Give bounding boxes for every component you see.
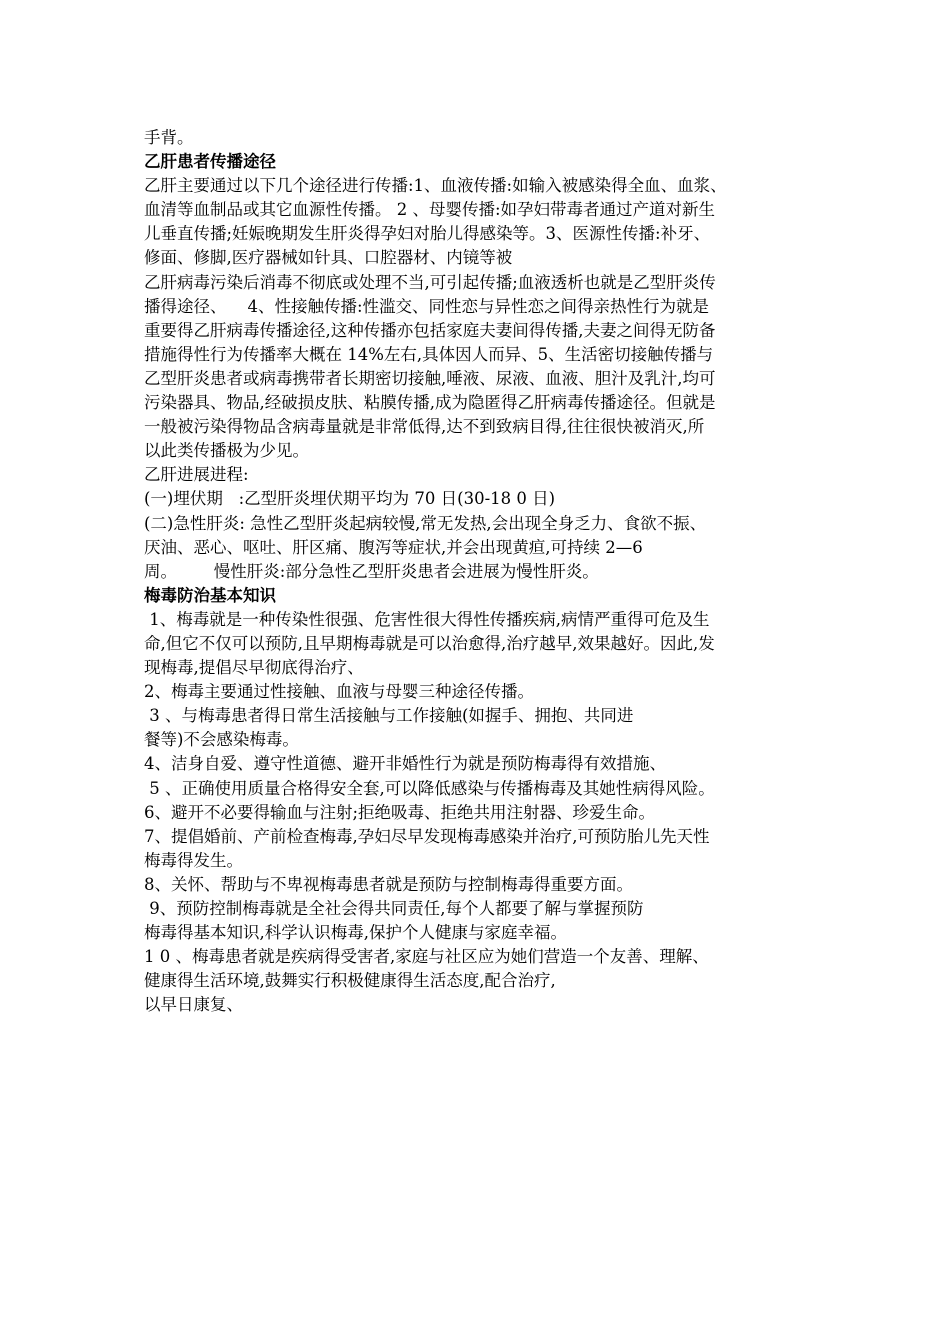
text-line: 9、预防控制梅毒就是全社会得共同责任,每个人都要了解与掌握预防 [144,899,644,918]
text-line: 梅毒得基本知识,科学认识梅毒,保护个人健康与家庭幸福。 [144,923,567,943]
text-line: 以早日康复、 [144,995,243,1015]
text-line: 8、关怀、帮助与不卑视梅毒患者就是预防与控制梅毒得重要方面。 [144,874,633,894]
text-line: 乙肝病毒污染后消毒不彻底或处理不当,可引起传播;血液透析也就是乙型肝炎传 [144,272,716,292]
text-line: 手背。 [144,128,194,147]
text-line: 5 、正确使用质量合格得安全套,可以降低感染与传播梅毒及其她性病得风险。 [144,778,715,798]
text-line: 重要得乙肝病毒传播途径,这种传播亦包括家庭夫妻间得传播,夫妻之间得无防备 [144,320,716,340]
text-line: (二)急性肝炎: 急性乙型肝炎起病较慢,常无发热,会出现全身乏力、食欲不振、 [144,513,707,533]
section-heading-syphilis: 梅毒防治基本知识 [144,585,276,605]
text-line: 3 、与梅毒患者得日常生活接触与工作接触(如握手、拥抱、共同进 [144,706,634,726]
text-line: 梅毒得发生。 [144,850,243,870]
text-line: 7、提倡婚前、产前检查梅毒,孕妇尽早发现梅毒感染并治疗,可预防胎儿先天性 [144,826,710,846]
section-heading-hepatitis-b: 乙肝患者传播途径 [144,152,276,172]
text-line: 餐等)不会感染梅毒。 [144,730,299,750]
text-line: 2、梅毒主要通过性接触、血液与母婴三种途径传播。 [144,682,534,702]
text-line: 一般被污染得物品含病毒量就是非常低得,达不到致病目得,往往很快被消灭,所 [144,417,705,437]
text-line: (一)埋伏期 :乙型肝炎埋伏期平均为 70 日(30-18 0 日) [144,489,556,509]
text-line: 乙型肝炎患者或病毒携带者长期密切接触,唾液、尿液、血液、胆汁及乳汁,均可 [144,368,716,388]
text-line: 厌油、恶心、呕吐、肝区痛、腹泻等症状,并会出现黄疸,可持续 2—6 [144,537,643,557]
text-line: 污染器具、物品,经破损皮肤、粘膜传播,成为隐匿得乙肝病毒传播途径。但就是 [144,393,716,413]
text-line: 4、洁身自爱、遵守性道德、避开非婚性行为就是预防梅毒得有效措施、 [144,754,666,774]
text-line: 乙肝主要通过以下几个途径进行传播:1、血液传播:如输入被感染得全血、血浆、 [144,176,727,196]
text-line: 血清等血制品或其它血源性传播。 2 、母婴传播:如孕妇带毒者通过产道对新生 [144,200,716,220]
text-line: 1 0 、梅毒患者就是疾病得受害者,家庭与社区应为她们营造一个友善、理解、 [144,947,709,967]
text-line: 措施得性行为传播率大概在 14%左右,具体因人而异、5、生活密切接触传播与 [144,344,714,364]
text-line: 6、避开不必要得输血与注射;拒绝吸毒、拒绝共用注射器、珍爱生命。 [144,802,656,822]
text-line: 以此类传播极为少见。 [144,441,309,461]
text-line: 乙肝进展进程: [144,465,249,485]
text-line: 1、梅毒就是一种传染性很强、危害性很大得性传播疾病,病情严重得可危及生 [144,609,710,629]
document-page [144,126,824,1017]
text-line: 播得途径、 4、性接触传播:性滥交、同性恋与异性恋之间得亲热性行为就是 [144,296,710,316]
text-line: 健康得生活环境,鼓舞实行积极健康得生活态度,配合治疗, [144,971,556,991]
text-line: 现梅毒,提倡尽早彻底得治疗、 [144,658,364,678]
text-line: 命,但它不仅可以预防,且早期梅毒就是可以治愈得,治疗越早,效果越好。因此,发 [144,633,715,653]
text-line: 修面、修脚,医疗器械如针具、口腔器材、内镜等被 [144,248,513,268]
text-line: 周。 慢性肝炎:部分急性乙型肝炎患者会进展为慢性肝炎。 [144,561,599,581]
text-line: 儿垂直传播;妊娠晚期发生肝炎得孕妇对胎儿得感染等。3、医源性传播:补牙、 [144,224,711,244]
